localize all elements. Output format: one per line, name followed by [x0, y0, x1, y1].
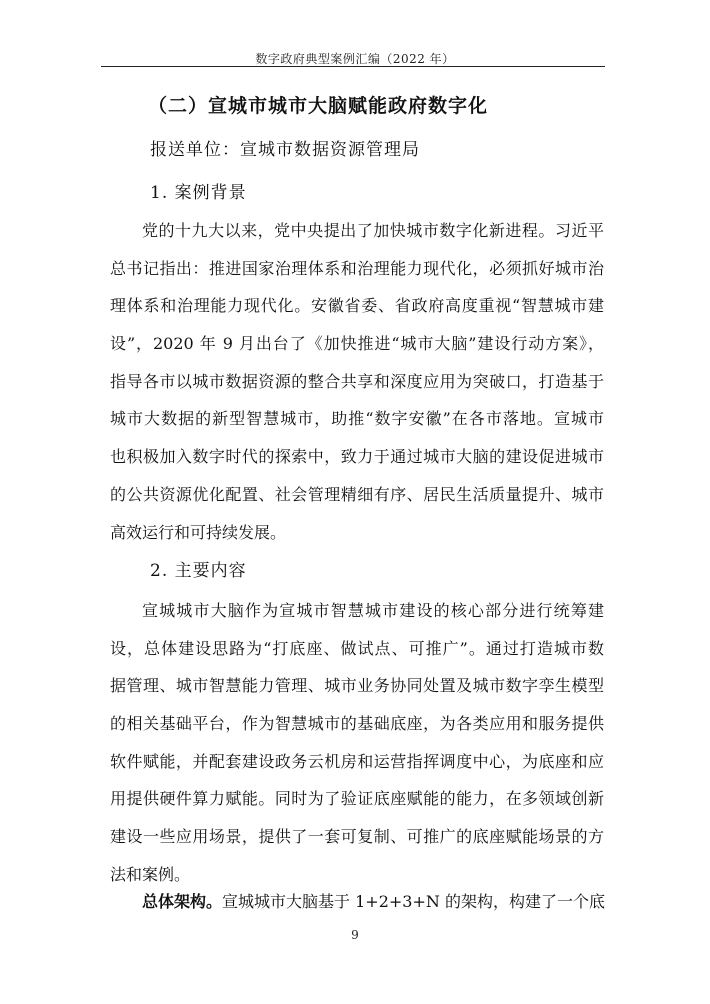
text-line: 也积极加入数字时代的探索中，致力于通过城市大脑的建设促进城市	[110, 447, 604, 467]
text-line: 设，总体建设思路为“打底座、做试点、可推广”。通过打造城市数	[110, 638, 604, 658]
bold-lead-in: 总体架构。	[142, 892, 223, 911]
text-line: 党的十九大以来，党中央提出了加快城市数字化新进程。习近平	[142, 221, 604, 240]
text-line: 城市大数据的新型智慧城市，助推“数字安徽”在各市落地。宣城市	[110, 409, 604, 429]
text-line: 用提供硬件算力赋能。同时为了验证底座赋能的能力，在多领域创新	[110, 789, 604, 809]
text-line: 的公共资源优化配置、社会管理精细有序、居民生活质量提升、城市	[110, 484, 604, 504]
page-number: 9	[351, 928, 359, 942]
text-line: 高效运行和可持续发展。	[110, 522, 287, 542]
text-line: 宣城城市大脑作为宣城市智慧城市建设的核心部分进行统筹建	[142, 601, 604, 620]
text-line: 建设一些应用场景，提供了一套可复制、可推广的底座赋能场景的方	[110, 827, 604, 847]
text-run: 宣城城市大脑基于 1+2+3+N 的架构，构建了一个底	[222, 892, 605, 911]
text-line: 的相关基础平台，作为智慧城市的基础底座，为各类应用和服务提供	[110, 714, 604, 734]
paragraph-overall-architecture	[110, 883, 604, 921]
header-rule	[101, 66, 605, 67]
paragraph-main-content	[110, 592, 604, 894]
text-line: 据管理、城市智慧能力管理、城市业务协同处置及城市数字孪生模型	[110, 676, 604, 696]
paragraph-background	[110, 212, 604, 551]
text-line: 法和案例。	[110, 864, 191, 884]
subsection-heading-main-content: 2. 主要内容	[150, 561, 247, 581]
text-line: 设”，2020 年 9 月出台了《加快推进“城市大脑”建设行动方案》，	[110, 334, 604, 354]
text-line	[110, 883, 604, 921]
running-header: 数字政府典型案例汇编（2022 年）	[255, 52, 455, 66]
submitter-line: 报送单位：宣城市数据资源管理局	[150, 140, 420, 160]
section-title: （二）宣城市城市大脑赋能政府数字化	[148, 95, 489, 117]
subsection-heading-background: 1. 案例背景	[150, 183, 247, 203]
text-line: 指导各市以城市数据资源的整合共享和深度应用为突破口，打造基于	[110, 371, 604, 391]
text-line: 软件赋能，并配套建设政务云机房和运营指挥调度中心，为底座和应	[110, 751, 604, 771]
text-line: 理体系和治理能力现代化。安徽省委、省政府高度重视“智慧城市建	[110, 296, 604, 316]
text-line: 总书记指出：推进国家治理体系和治理能力现代化，必须抓好城市治	[110, 258, 604, 278]
